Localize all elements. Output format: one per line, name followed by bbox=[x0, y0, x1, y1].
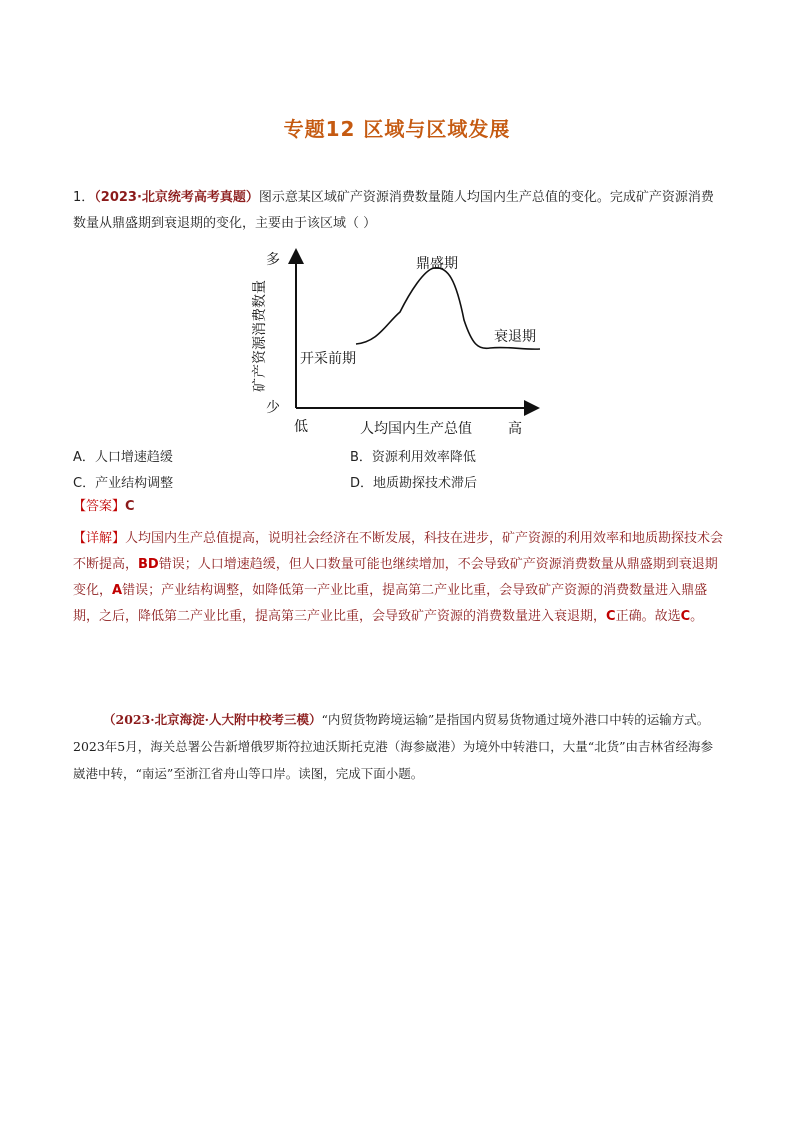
consumption-curve-figure bbox=[228, 240, 558, 440]
x-axis-title: 人均国内生产总值 bbox=[360, 421, 472, 437]
option-c: C．产业结构调整 bbox=[73, 476, 174, 491]
question-number: 1． bbox=[73, 190, 95, 205]
question-1-stem bbox=[73, 185, 725, 237]
question-2-source: （2023·北京海淀·人大附中校考三模） bbox=[103, 712, 322, 727]
answer-label: 【答案】 bbox=[73, 499, 126, 514]
stage-label-peak: 鼎盛期 bbox=[416, 256, 458, 272]
option-d: D．地质勘探技术滞后 bbox=[350, 476, 478, 491]
stage-label-early: 开采前期 bbox=[300, 351, 356, 367]
answer-line bbox=[73, 494, 725, 520]
explanation: 【详解】人均国内生产总值提高，说明社会经济在不断发展，科技在进步，矿产资源的利用效率和地质勘探技术会不断提高，BD错误；人口增速趋缓，但人口数量可能也继续增加，不会导致矿产资源消费数量从鼎盛期到衰退期变化，A错误；产业结构调整，如降低第一产业比重，提高第二产业比重，会导致矿产资源的消费数量进入鼎盛期，之后，降低第二产业比重，提高第三产业比重，会导致矿产资源的消费数量进入衰退期，C正确。故选C。 bbox=[73, 531, 724, 624]
option-b: B．资源利用效率降低 bbox=[350, 450, 476, 465]
question-source: （2023·北京统考高考真题） bbox=[94, 190, 259, 205]
answer-value: C bbox=[125, 499, 135, 514]
stage-label-decline: 衰退期 bbox=[494, 329, 536, 345]
y-axis-title: 矿产资源消费数量 bbox=[252, 280, 268, 392]
question-2-text: “内贸货物跨境运输”是指国内贸易货物通过境外港口中转的运输方式。2023年5月，海关总署公告新增俄罗斯符拉迪沃斯托克港（海参崴港）为境外中转港口，大量“北货”由吉林省经海参崴港中转，“南运”至浙江省舟山等口岸。读图，完成下面小题。 bbox=[73, 712, 714, 781]
y-axis-top-label: 多 bbox=[266, 252, 280, 268]
option-a: A．人口增速趋缓 bbox=[73, 450, 173, 465]
y-axis-bottom-label: 少 bbox=[266, 400, 280, 416]
question-text: 图示意某区域矿产资源消费数量随人均国内生产总值的变化。完成矿产资源消费数量从鼎盛期到衰退期的变化，主要由于该区域（ ） bbox=[73, 190, 714, 231]
x-axis-high-label: 高 bbox=[508, 421, 522, 437]
x-axis-low-label: 低 bbox=[294, 419, 308, 435]
explanation-label: 【详解】 bbox=[73, 531, 126, 546]
question-2-intro bbox=[73, 706, 725, 787]
page-title: 专题12 区域与区域发展 bbox=[283, 117, 511, 141]
